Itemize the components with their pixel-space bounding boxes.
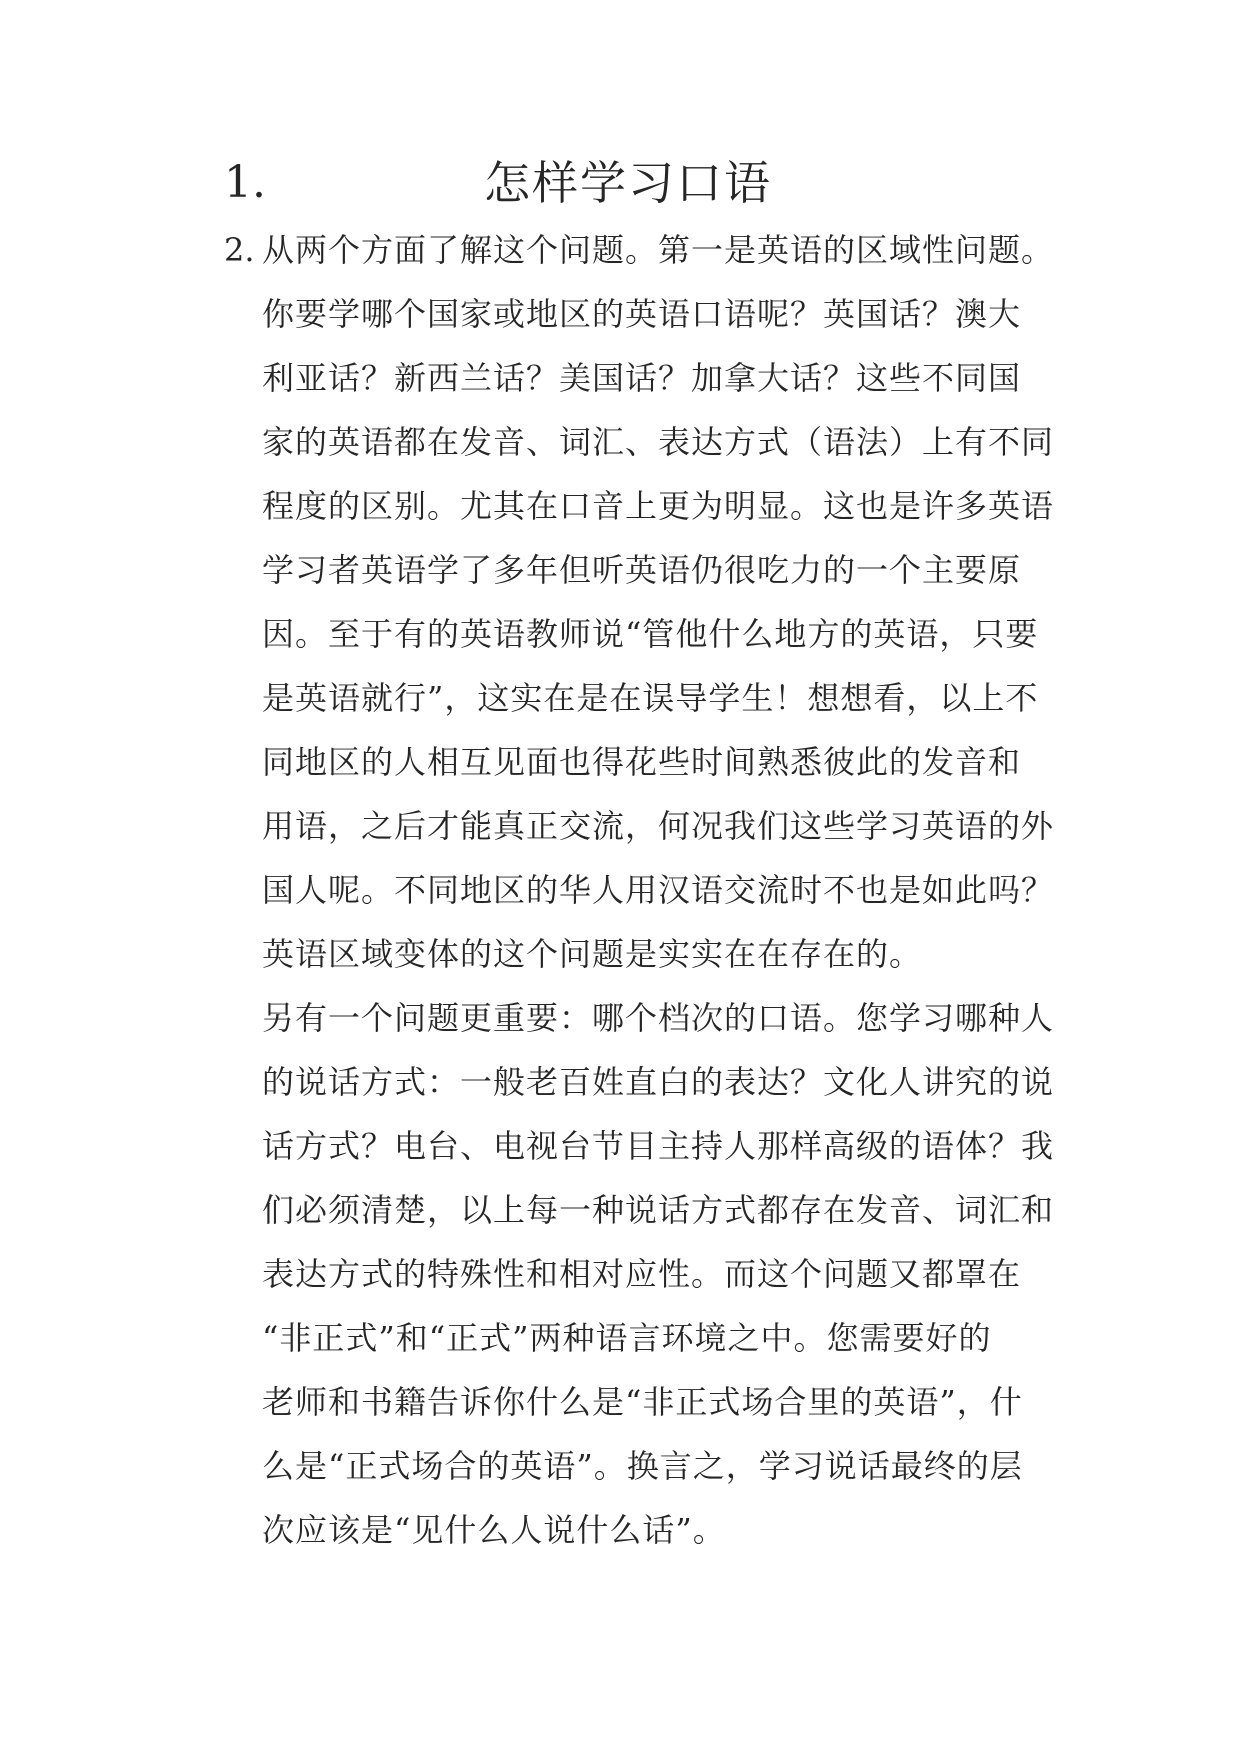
heading-title: 怎样学习口语: [484, 156, 772, 210]
text-line: 程度的区别。尤其在口音上更为明显。这也是许多英语: [262, 487, 1055, 525]
text-line: 的说话方式：一般老百姓直白的表达？文化人讲究的说: [262, 1063, 1055, 1101]
text-line: 话方式？电台、电视台节目主持人那样高级的语体？我: [262, 1127, 1055, 1165]
text-line: 另有一个问题更重要：哪个档次的口语。您学习哪种人: [262, 999, 1055, 1037]
section-heading: [224, 150, 1044, 220]
text-line: 你要学哪个国家或地区的英语口语呢？英国话？澳大: [262, 295, 1022, 333]
text-line: 从两个方面了解这个问题。第一是英语的区域性问题。: [262, 231, 1055, 269]
text-line: 因。至于有的英语教师说“管他什么地方的英语，只要: [262, 615, 1039, 653]
text-line: 们必须清楚，以上每一种说话方式都存在发音、词汇和: [262, 1191, 1055, 1229]
heading-number: 1.: [224, 157, 266, 208]
text-line: 国人呢。不同地区的华人用汉语交流时不也是如此吗？: [262, 871, 1055, 909]
text-line: 学习者英语学了多年但听英语仍很吃力的一个主要原: [262, 551, 1022, 589]
text-line: 老师和书籍告诉你什么是“非正式场合里的英语”，什: [262, 1383, 1023, 1421]
text-line: 次应该是“见什么人说什么话”。: [262, 1511, 726, 1549]
paragraph-regional-variety: [262, 218, 1058, 986]
text-line: 么是“正式场合的英语”。换言之，学习说话最终的层: [262, 1447, 1023, 1485]
item-number: 2.: [224, 231, 255, 269]
text-line: 家的英语都在发音、词汇、表达方式（语法）上有不同: [262, 423, 1055, 461]
item-body: [262, 218, 1058, 1562]
text-line: 表达方式的特殊性和相对应性。而这个问题又都罩在: [262, 1255, 1022, 1293]
text-line: 用语，之后才能真正交流，何况我们这些学习英语的外: [262, 807, 1055, 845]
text-line: 英语区域变体的这个问题是实实在在存在的。: [262, 935, 923, 973]
text-line: 利亚话？新西兰话？美国话？加拿大话？这些不同国: [262, 359, 1022, 397]
text-line: “非正式”和“正式”两种语言环境之中。您需要好的: [262, 1319, 992, 1357]
paragraph-register-level: [262, 986, 1058, 1562]
text-line: 同地区的人相互见面也得花些时间熟悉彼此的发音和: [262, 743, 1022, 781]
text-line: 是英语就行”，这实在是在误导学生！想想看，以上不: [262, 679, 1039, 717]
